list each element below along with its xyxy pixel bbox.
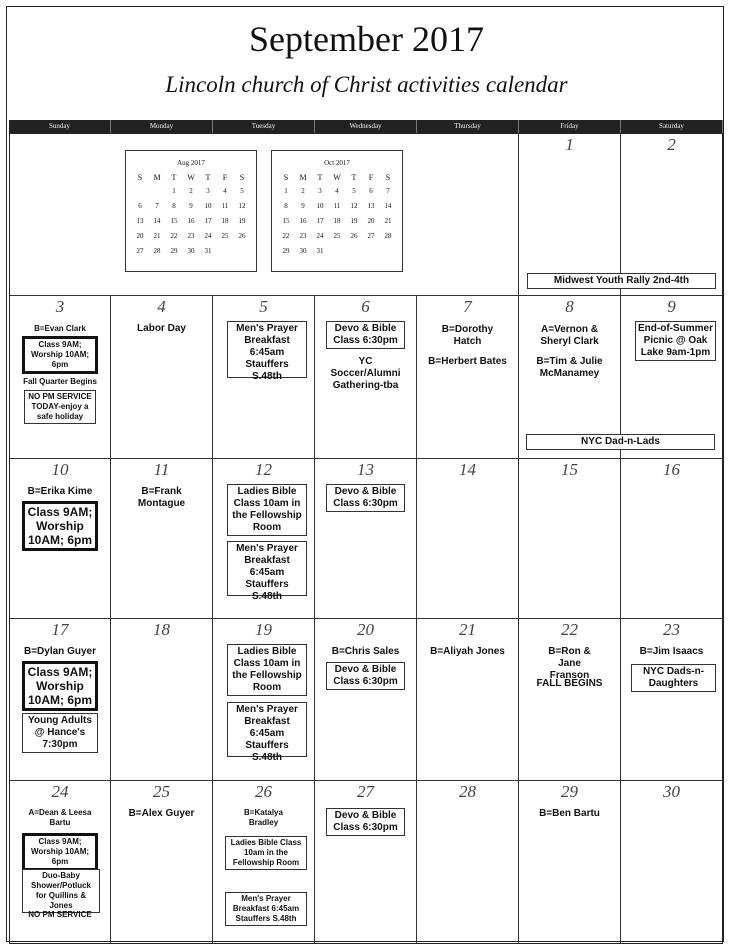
event-box[interactable]: NO PM SERVICE TODAY-enjoy a safe holiday — [24, 390, 96, 424]
mini-calendar-aug — [125, 150, 257, 272]
day-cell-24[interactable] — [10, 781, 111, 943]
event-text: Fall Quarter Begins — [23, 377, 97, 386]
mini-day: 28 — [153, 246, 161, 255]
day-cell-26[interactable] — [213, 781, 315, 943]
day-number: 1 — [565, 135, 574, 154]
day-number: 13 — [357, 460, 374, 479]
mini-day: 4 — [335, 186, 339, 195]
day-cell-30[interactable] — [621, 781, 722, 943]
birthday-text: B=Chris Sales — [331, 646, 400, 657]
birthday-text: B=Aliyah Jones — [430, 646, 505, 657]
mini-day: 20 — [136, 231, 144, 240]
mini-day: 10 — [204, 201, 212, 210]
mini-day: 29 — [282, 246, 290, 255]
day-cell-6[interactable] — [315, 296, 417, 459]
day-cell-18[interactable] — [111, 619, 213, 781]
mini-day — [132, 183, 149, 198]
mini-day: 24 — [204, 231, 212, 240]
mini-weekday: T — [205, 172, 211, 182]
birthday-text: B=Herbert Bates — [428, 356, 507, 367]
mini-day: 13 — [367, 201, 375, 210]
weekday-wednesday: Wednesday — [315, 120, 417, 133]
mini-day: 12 — [238, 201, 246, 210]
mini-day: 7 — [386, 186, 390, 195]
weekday-thursday: Thursday — [417, 120, 519, 133]
mini-day: 14 — [384, 201, 392, 210]
day-cell-7[interactable] — [417, 296, 519, 459]
day-cell-2[interactable] — [621, 134, 722, 296]
mini-weekday: S — [137, 172, 143, 182]
day-number: 30 — [663, 782, 680, 801]
mini-day: 19 — [238, 216, 246, 225]
mini-weekday: S — [239, 172, 245, 182]
event-box[interactable]: Devo & Bible Class 6:30pm — [326, 321, 405, 349]
event-box[interactable]: Men's Prayer Breakfast 6:45am Stauffers S.48th — [227, 321, 307, 378]
service-times-box[interactable]: Class 9AM; Worship 10AM; 6pm — [22, 661, 98, 711]
mini-day: 2 — [301, 186, 305, 195]
event-box[interactable]: Ladies Bible Class 10am in the Fellowship Room — [227, 644, 307, 696]
mini-weekday: W — [187, 172, 195, 182]
mini-calendar-title: Oct 2017 — [324, 159, 350, 167]
mini-day: 29 — [170, 246, 178, 255]
weekday-monday: Monday — [111, 120, 213, 133]
event-box[interactable]: Men's Prayer Breakfast 6:45am Stauffers S.48th — [225, 892, 307, 926]
mini-day: 9 — [189, 201, 193, 210]
day-number: 23 — [663, 620, 680, 639]
mini-day: 7 — [155, 201, 159, 210]
mini-day: 22 — [170, 231, 178, 240]
mini-day: 27 — [367, 231, 375, 240]
mini-day: 23 — [299, 231, 307, 240]
mini-day: 21 — [384, 216, 392, 225]
mini-day: 15 — [282, 216, 290, 225]
mini-day: 5 — [240, 186, 244, 195]
mini-day: 21 — [153, 231, 161, 240]
birthday-text: B=Erika Kime — [27, 486, 93, 497]
day-number: 2 — [667, 135, 676, 154]
day-cell-20[interactable] — [315, 619, 417, 781]
day-number: 18 — [153, 620, 170, 639]
mini-day: 18 — [333, 216, 341, 225]
weekday-tuesday: Tuesday — [213, 120, 315, 133]
day-number: 28 — [459, 782, 476, 801]
mini-day: 8 — [284, 201, 288, 210]
mini-day: 10 — [316, 201, 324, 210]
day-number: 3 — [55, 297, 65, 316]
day-cell-25[interactable] — [111, 781, 213, 943]
mini-day: 27 — [136, 246, 144, 255]
mini-weekday: M — [299, 172, 307, 182]
mini-day: 20 — [367, 216, 375, 225]
day-number: 25 — [153, 782, 170, 801]
mini-day: 1 — [284, 186, 288, 195]
day-number: 8 — [565, 297, 574, 316]
day-number: 20 — [357, 620, 374, 639]
weekday-sunday: Sunday — [9, 120, 111, 133]
empty-week1-block — [10, 134, 519, 296]
service-times-box[interactable]: Class 9AM; Worship 10AM; 6pm — [22, 336, 98, 374]
mini-weekday: S — [385, 172, 391, 182]
birthday-text: B=Jim Isaacs — [639, 646, 704, 657]
mini-day: 15 — [170, 216, 178, 225]
birthday-text: B=Frank Montague — [137, 486, 186, 509]
mini-day: 31 — [316, 246, 324, 255]
mini-day: 9 — [301, 201, 305, 210]
mini-day: 30 — [187, 246, 195, 255]
day-number: 19 — [255, 620, 272, 639]
day-cell-14[interactable] — [417, 459, 519, 619]
event-box[interactable]: Ladies Bible Class 10am in the Fellowship Room — [225, 836, 307, 870]
page-subtitle: Lincoln church of Christ activities calendar — [165, 72, 568, 97]
mini-day: 28 — [384, 231, 392, 240]
day-number: 5 — [259, 297, 268, 316]
day-number: 16 — [663, 460, 680, 479]
day-number: 26 — [255, 782, 272, 801]
mini-calendar-oct — [271, 150, 403, 272]
birthday-text: B=Dorothy Hatch — [441, 324, 494, 347]
event-box[interactable]: Duo-Baby Shower/Potluck for Quillins & Jones — [22, 869, 100, 913]
mini-weekday: W — [333, 172, 341, 182]
service-times-box[interactable]: Class 9AM; Worship 10AM; 6pm — [22, 833, 98, 871]
day-number: 10 — [51, 460, 69, 479]
day-number: 7 — [463, 297, 472, 316]
event-box[interactable]: End-of-Summer Picnic @ Oak Lake 9am-1pm — [635, 321, 716, 361]
mini-day — [234, 243, 251, 258]
mini-day: 6 — [369, 186, 373, 195]
holiday-text: Labor Day — [137, 323, 186, 334]
mini-day: 12 — [350, 201, 358, 210]
day-number: 17 — [51, 620, 69, 639]
event-box[interactable]: Young Adults @ Hance's 7:30pm — [22, 713, 98, 753]
day-number: 12 — [255, 460, 272, 479]
mini-weekday: T — [317, 172, 323, 182]
mini-day: 11 — [333, 201, 341, 210]
day-cell-17[interactable] — [10, 619, 111, 781]
day-number: 14 — [459, 460, 476, 479]
event-box[interactable]: Men's Prayer Breakfast 6:45am Stauffers S.48th — [227, 702, 307, 757]
mini-day — [380, 243, 397, 258]
mini-day: 22 — [282, 231, 290, 240]
day-cell-19[interactable] — [213, 619, 315, 781]
day-cell-10[interactable] — [10, 459, 111, 619]
mini-day: 8 — [172, 201, 176, 210]
mini-day: 25 — [333, 231, 341, 240]
birthday-text: B=Ron & Jane Franson — [548, 646, 591, 681]
weekday-header-row — [9, 120, 723, 133]
mini-day: 24 — [316, 231, 324, 240]
mini-day: 6 — [138, 201, 142, 210]
anniversary-text: A=Dean & Leesa Bartu — [28, 808, 92, 827]
day-cell-28[interactable] — [417, 781, 519, 943]
day-number: 24 — [51, 782, 69, 801]
page-title: September 2017 — [249, 19, 484, 59]
day-number: 9 — [667, 297, 676, 316]
day-number: 4 — [157, 297, 166, 316]
mini-day: 1 — [172, 186, 176, 195]
weekday-saturday: Saturday — [621, 120, 723, 133]
event-text: YC Soccer/Alumni Gathering-tba — [330, 356, 401, 391]
mini-day: 17 — [316, 216, 324, 225]
day-number: 15 — [561, 460, 578, 479]
mini-day: 3 — [318, 186, 322, 195]
day-number: 27 — [357, 782, 374, 801]
mini-day: 30 — [299, 246, 307, 255]
mini-calendar-table — [132, 171, 251, 258]
event-box[interactable]: Ladies Bible Class 10am in the Fellowship Room — [227, 484, 307, 536]
mini-day: 18 — [221, 216, 229, 225]
event-text: FALL BEGINS — [536, 678, 603, 689]
mini-weekday: M — [153, 172, 161, 182]
day-cell-11[interactable] — [111, 459, 213, 619]
mini-weekday: F — [368, 172, 374, 182]
mini-day — [217, 243, 234, 258]
calendar-grid — [9, 133, 723, 944]
mini-day: 31 — [204, 246, 212, 255]
mini-weekday: T — [171, 172, 177, 182]
day-number: 6 — [361, 297, 370, 316]
birthday-text: B=Dylan Guyer — [24, 646, 96, 657]
mini-day: 17 — [204, 216, 212, 225]
event-box[interactable]: NYC Dads-n-Daughters — [631, 664, 716, 692]
birthday-text: B=Alex Guyer — [128, 808, 195, 819]
day-cell-1[interactable] — [519, 134, 621, 296]
mini-day: 11 — [221, 201, 229, 210]
mini-weekday: F — [222, 172, 228, 182]
day-cell-23[interactable] — [621, 619, 722, 781]
weekday-friday: Friday — [519, 120, 621, 133]
event-box[interactable]: Men's Prayer Breakfast 6:45am Stauffers S.48th — [227, 541, 307, 596]
day-cell-5[interactable] — [213, 296, 315, 459]
day-cell-21[interactable] — [417, 619, 519, 781]
mini-day — [363, 243, 380, 258]
day-cell-13[interactable] — [315, 459, 417, 619]
mini-day — [346, 243, 363, 258]
event-banner-youth-rally[interactable]: Midwest Youth Rally 2nd-4th — [527, 273, 716, 289]
service-times-box[interactable]: Class 9AM; Worship 10AM; 6pm — [22, 501, 98, 551]
mini-weekday: T — [351, 172, 357, 182]
mini-calendar-table — [278, 171, 397, 258]
event-box[interactable]: Devo & Bible Class 6:30pm — [326, 662, 405, 690]
mini-day: 23 — [187, 231, 195, 240]
day-cell-3[interactable] — [10, 296, 111, 459]
day-cell-29[interactable] — [519, 781, 621, 943]
birthday-text: B=Tim & Julie McManamey — [536, 356, 603, 379]
day-cell-15[interactable] — [519, 459, 621, 619]
mini-day: 19 — [350, 216, 358, 225]
mini-day: 16 — [187, 216, 195, 225]
mini-day: 16 — [299, 216, 307, 225]
mini-day: 3 — [206, 186, 210, 195]
mini-day: 2 — [189, 186, 193, 195]
mini-day: 5 — [352, 186, 356, 195]
day-cell-4[interactable] — [111, 296, 213, 459]
birthday-text: B=Ben Bartu — [539, 808, 600, 819]
event-box[interactable]: Devo & Bible Class 6:30pm — [326, 484, 405, 512]
mini-day: 26 — [238, 231, 246, 240]
birthday-text: B=Evan Clark — [34, 324, 86, 333]
mini-day: 14 — [153, 216, 161, 225]
day-cell-27[interactable] — [315, 781, 417, 943]
mini-weekday: S — [283, 172, 289, 182]
event-box[interactable]: Devo & Bible Class 6:30pm — [326, 808, 405, 836]
mini-calendar-title: Aug 2017 — [177, 159, 205, 167]
mini-day — [329, 243, 346, 258]
event-banner-nyc-dad-n-lads[interactable]: NYC Dad-n-Lads — [526, 434, 715, 450]
anniversary-text: A=Vernon & Sheryl Clark — [540, 324, 599, 347]
birthday-text: B=Katalya Bradley — [244, 808, 283, 827]
day-number: 29 — [561, 782, 578, 801]
day-cell-22[interactable] — [519, 619, 621, 781]
day-number: 22 — [561, 620, 578, 639]
mini-day: 25 — [221, 231, 229, 240]
day-number: 21 — [459, 620, 476, 639]
mini-day — [149, 183, 166, 198]
day-cell-16[interactable] — [621, 459, 722, 619]
mini-day: 13 — [136, 216, 144, 225]
mini-day: 26 — [350, 231, 358, 240]
day-number: 11 — [153, 460, 170, 479]
event-text: NO PM SERVICE — [28, 910, 92, 919]
day-cell-12[interactable] — [213, 459, 315, 619]
mini-day: 4 — [223, 186, 227, 195]
